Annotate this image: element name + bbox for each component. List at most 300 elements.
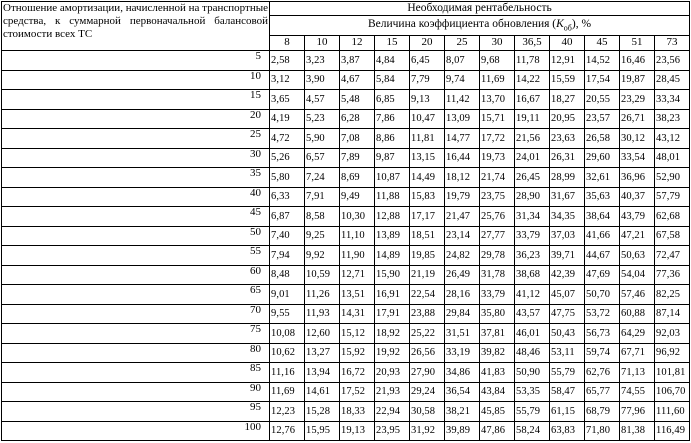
table-cell: 12,23 xyxy=(270,402,305,422)
table-cell: 13,89 xyxy=(375,226,410,246)
table-cell: 13,27 xyxy=(305,343,340,363)
table-cell: 39,89 xyxy=(445,421,480,441)
table-cell: 5,23 xyxy=(305,109,340,129)
table-cell: 7,08 xyxy=(340,129,375,149)
column-header: 73 xyxy=(655,36,690,51)
table-cell: 6,87 xyxy=(270,207,305,227)
table-cell: 9,25 xyxy=(305,226,340,246)
table-cell: 23,75 xyxy=(480,187,515,207)
table-cell: 74,55 xyxy=(620,382,655,402)
row-header: 55 xyxy=(2,246,270,266)
table-row xyxy=(2,90,690,110)
table-cell: 20,55 xyxy=(585,90,620,110)
table-cell: 43,79 xyxy=(620,207,655,227)
table-cell: 11,69 xyxy=(480,70,515,90)
table-cell: 13,15 xyxy=(410,148,445,168)
table-cell: 30,12 xyxy=(620,129,655,149)
table-cell: 57,46 xyxy=(620,285,655,305)
table-row xyxy=(2,187,690,207)
row-header: 10 xyxy=(2,70,270,90)
table-cell: 28,90 xyxy=(515,187,550,207)
table-cell: 65,77 xyxy=(585,382,620,402)
table-cell: 50,70 xyxy=(585,285,620,305)
table-cell: 67,58 xyxy=(655,226,690,246)
row-header: 15 xyxy=(2,90,270,110)
table-cell: 50,63 xyxy=(620,246,655,266)
row-header: 75 xyxy=(2,324,270,344)
table-cell: 13,09 xyxy=(445,109,480,129)
column-header: 10 xyxy=(305,36,340,51)
table-cell: 13,70 xyxy=(480,90,515,110)
column-header: 30 xyxy=(480,36,515,51)
table-cell: 8,07 xyxy=(445,51,480,71)
table-cell: 10,87 xyxy=(375,168,410,188)
table-cell: 19,11 xyxy=(515,109,550,129)
table-cell: 31,51 xyxy=(445,324,480,344)
table-cell: 18,51 xyxy=(410,226,445,246)
table-cell: 21,74 xyxy=(480,168,515,188)
table-cell: 82,25 xyxy=(655,285,690,305)
table-cell: 59,74 xyxy=(585,343,620,363)
table-cell: 8,48 xyxy=(270,265,305,285)
table-cell: 14,22 xyxy=(515,70,550,90)
table-cell: 8,86 xyxy=(375,129,410,149)
table-cell: 77,36 xyxy=(655,265,690,285)
table-cell: 56,73 xyxy=(585,324,620,344)
table-row xyxy=(2,324,690,344)
table-cell: 106,70 xyxy=(655,382,690,402)
table-cell: 22,54 xyxy=(410,285,445,305)
table-cell: 17,17 xyxy=(410,207,445,227)
table-cell: 5,84 xyxy=(375,70,410,90)
table-cell: 60,88 xyxy=(620,304,655,324)
table-cell: 41,83 xyxy=(480,363,515,383)
table-cell: 26,45 xyxy=(515,168,550,188)
table-cell: 11,42 xyxy=(445,90,480,110)
table-cell: 21,93 xyxy=(375,382,410,402)
table-cell: 22,94 xyxy=(375,402,410,422)
table-cell: 12,60 xyxy=(305,324,340,344)
table-row xyxy=(2,402,690,422)
table-cell: 14,77 xyxy=(445,129,480,149)
table-cell: 11,90 xyxy=(340,246,375,266)
table-cell: 39,82 xyxy=(480,343,515,363)
table-cell: 47,69 xyxy=(585,265,620,285)
table-cell: 3,87 xyxy=(340,51,375,71)
table-cell: 13,51 xyxy=(340,285,375,305)
table-cell: 11,93 xyxy=(305,304,340,324)
table-cell: 10,30 xyxy=(340,207,375,227)
table-cell: 6,85 xyxy=(375,90,410,110)
row-header: 65 xyxy=(2,285,270,305)
table-cell: 9,68 xyxy=(480,51,515,71)
row-header: 100 xyxy=(2,421,270,441)
table-cell: 19,73 xyxy=(480,148,515,168)
row-header: 60 xyxy=(2,265,270,285)
table-row xyxy=(2,265,690,285)
column-header: 45 xyxy=(585,36,620,51)
subtitle-k-symbol: K xyxy=(556,18,564,31)
table-cell: 64,29 xyxy=(620,324,655,344)
table-cell: 7,79 xyxy=(410,70,445,90)
table-cell: 7,86 xyxy=(375,109,410,129)
table-cell: 5,90 xyxy=(305,129,340,149)
table-row xyxy=(2,246,690,266)
table-cell: 57,79 xyxy=(655,187,690,207)
table-cell: 29,78 xyxy=(480,246,515,266)
row-header: 40 xyxy=(2,187,270,207)
table-cell: 26,58 xyxy=(585,129,620,149)
table-cell: 28,99 xyxy=(550,168,585,188)
table-cell: 11,10 xyxy=(340,226,375,246)
table-cell: 20,93 xyxy=(375,363,410,383)
table-cell: 33,79 xyxy=(480,285,515,305)
table-cell: 29,24 xyxy=(410,382,445,402)
table-title: Необходимая рентабельность xyxy=(270,2,690,16)
table-row xyxy=(2,382,690,402)
table-row xyxy=(2,109,690,129)
table-row xyxy=(2,207,690,227)
table-row xyxy=(2,168,690,188)
table-cell: 41,66 xyxy=(585,226,620,246)
table-cell: 53,11 xyxy=(550,343,585,363)
table-cell: 3,23 xyxy=(305,51,340,71)
row-header: 50 xyxy=(2,226,270,246)
table-cell: 12,71 xyxy=(340,265,375,285)
table-cell: 45,85 xyxy=(480,402,515,422)
table-cell: 16,72 xyxy=(340,363,375,383)
table-cell: 43,84 xyxy=(480,382,515,402)
table-cell: 4,67 xyxy=(340,70,375,90)
table-cell: 3,12 xyxy=(270,70,305,90)
table-cell: 21,19 xyxy=(410,265,445,285)
table-cell: 40,37 xyxy=(620,187,655,207)
table-cell: 54,04 xyxy=(620,265,655,285)
table-cell: 28,45 xyxy=(655,70,690,90)
table-cell: 44,67 xyxy=(585,246,620,266)
table-cell: 53,72 xyxy=(585,304,620,324)
table-cell: 7,24 xyxy=(305,168,340,188)
row-header: 45 xyxy=(2,207,270,227)
table-row xyxy=(2,226,690,246)
table-cell: 72,47 xyxy=(655,246,690,266)
table-row xyxy=(2,421,690,441)
column-header: 15 xyxy=(375,36,410,51)
table-cell: 38,21 xyxy=(445,402,480,422)
table-cell: 50,90 xyxy=(515,363,550,383)
table-cell: 31,34 xyxy=(515,207,550,227)
table-cell: 15,12 xyxy=(340,324,375,344)
table-cell: 38,68 xyxy=(515,265,550,285)
table-cell: 9,49 xyxy=(340,187,375,207)
table-cell: 101,81 xyxy=(655,363,690,383)
table-cell: 26,56 xyxy=(410,343,445,363)
table-cell: 61,15 xyxy=(550,402,585,422)
table-cell: 11,26 xyxy=(305,285,340,305)
table-cell: 45,07 xyxy=(550,285,585,305)
table-cell: 18,27 xyxy=(550,90,585,110)
row-header: 95 xyxy=(2,402,270,422)
table-cell: 12,76 xyxy=(270,421,305,441)
table-cell: 11,16 xyxy=(270,363,305,383)
row-header: 35 xyxy=(2,168,270,188)
table-subtitle xyxy=(270,16,690,36)
table-body xyxy=(2,51,690,441)
table-cell: 58,24 xyxy=(515,421,550,441)
table-cell: 23,56 xyxy=(655,51,690,71)
table-cell: 111,60 xyxy=(655,402,690,422)
table-cell: 25,22 xyxy=(410,324,445,344)
table-cell: 9,01 xyxy=(270,285,305,305)
table-cell: 34,86 xyxy=(445,363,480,383)
table-cell: 11,81 xyxy=(410,129,445,149)
table-cell: 3,90 xyxy=(305,70,340,90)
table-cell: 10,59 xyxy=(305,265,340,285)
table-cell: 6,45 xyxy=(410,51,445,71)
table-cell: 6,28 xyxy=(340,109,375,129)
row-header: 5 xyxy=(2,51,270,71)
table-cell: 16,46 xyxy=(620,51,655,71)
column-header: 20 xyxy=(410,36,445,51)
table-cell: 19,87 xyxy=(620,70,655,90)
table-cell: 15,90 xyxy=(375,265,410,285)
table-cell: 7,89 xyxy=(340,148,375,168)
table-cell: 4,19 xyxy=(270,109,305,129)
table-cell: 28,16 xyxy=(445,285,480,305)
table-cell: 9,55 xyxy=(270,304,305,324)
table-cell: 4,72 xyxy=(270,129,305,149)
table-cell: 58,47 xyxy=(550,382,585,402)
table-row xyxy=(2,70,690,90)
column-header: 8 xyxy=(270,36,305,51)
table-cell: 10,47 xyxy=(410,109,445,129)
table-cell: 96,92 xyxy=(655,343,690,363)
table-cell: 36,96 xyxy=(620,168,655,188)
table-cell: 62,68 xyxy=(655,207,690,227)
table-cell: 19,92 xyxy=(375,343,410,363)
table-cell: 15,71 xyxy=(480,109,515,129)
table-cell: 23,14 xyxy=(445,226,480,246)
table-cell: 34,35 xyxy=(550,207,585,227)
table-cell: 10,62 xyxy=(270,343,305,363)
table-cell: 29,84 xyxy=(445,304,480,324)
table-cell: 18,33 xyxy=(340,402,375,422)
table-cell: 33,79 xyxy=(515,226,550,246)
table-cell: 24,82 xyxy=(445,246,480,266)
table-cell: 5,48 xyxy=(340,90,375,110)
table-cell: 5,26 xyxy=(270,148,305,168)
table-cell: 18,12 xyxy=(445,168,480,188)
table-cell: 15,28 xyxy=(305,402,340,422)
table-cell: 15,59 xyxy=(550,70,585,90)
table-cell: 31,92 xyxy=(410,421,445,441)
table-cell: 87,14 xyxy=(655,304,690,324)
table-cell: 11,78 xyxy=(515,51,550,71)
table-cell: 17,72 xyxy=(480,129,515,149)
table-cell: 11,88 xyxy=(375,187,410,207)
table-cell: 48,46 xyxy=(515,343,550,363)
table-cell: 47,86 xyxy=(480,421,515,441)
column-header: 51 xyxy=(620,36,655,51)
table-cell: 14,31 xyxy=(340,304,375,324)
table-cell: 19,85 xyxy=(410,246,445,266)
table-cell: 17,91 xyxy=(375,304,410,324)
table-cell: 47,21 xyxy=(620,226,655,246)
column-header: 40 xyxy=(550,36,585,51)
table-cell: 14,52 xyxy=(585,51,620,71)
table-cell: 92,03 xyxy=(655,324,690,344)
table-cell: 68,79 xyxy=(585,402,620,422)
row-header: 25 xyxy=(2,129,270,149)
table-cell: 38,64 xyxy=(585,207,620,227)
table-cell: 15,95 xyxy=(305,421,340,441)
table-cell: 36,23 xyxy=(515,246,550,266)
table-row xyxy=(2,363,690,383)
table-cell: 46,01 xyxy=(515,324,550,344)
table-cell: 21,47 xyxy=(445,207,480,227)
table-cell: 27,90 xyxy=(410,363,445,383)
table-cell: 18,92 xyxy=(375,324,410,344)
row-header: 20 xyxy=(2,109,270,129)
table-cell: 15,92 xyxy=(340,343,375,363)
table-cell: 24,01 xyxy=(515,148,550,168)
table-row xyxy=(2,285,690,305)
table-cell: 25,76 xyxy=(480,207,515,227)
table-cell: 31,78 xyxy=(480,265,515,285)
table-cell: 7,40 xyxy=(270,226,305,246)
table-cell: 4,57 xyxy=(305,90,340,110)
row-header: 80 xyxy=(2,343,270,363)
table-cell: 8,69 xyxy=(340,168,375,188)
table-cell: 9,74 xyxy=(445,70,480,90)
table-cell: 55,79 xyxy=(515,402,550,422)
table-cell: 16,44 xyxy=(445,148,480,168)
table-cell: 10,08 xyxy=(270,324,305,344)
table-cell: 12,91 xyxy=(550,51,585,71)
table-cell: 6,33 xyxy=(270,187,305,207)
table-cell: 17,52 xyxy=(340,382,375,402)
row-header: 90 xyxy=(2,382,270,402)
profitability-table xyxy=(1,1,690,441)
table-cell: 23,95 xyxy=(375,421,410,441)
table-cell: 17,54 xyxy=(585,70,620,90)
table-cell: 67,71 xyxy=(620,343,655,363)
table-cell: 20,95 xyxy=(550,109,585,129)
table-cell: 26,71 xyxy=(620,109,655,129)
row-header: 30 xyxy=(2,148,270,168)
table-cell: 14,89 xyxy=(375,246,410,266)
table-cell: 71,80 xyxy=(585,421,620,441)
table-cell: 16,91 xyxy=(375,285,410,305)
table-cell: 47,75 xyxy=(550,304,585,324)
table-cell: 23,88 xyxy=(410,304,445,324)
table-cell: 53,35 xyxy=(515,382,550,402)
row-header: 85 xyxy=(2,363,270,383)
table-cell: 42,39 xyxy=(550,265,585,285)
subtitle-suffix: ), % xyxy=(571,18,592,31)
table-cell: 3,65 xyxy=(270,90,305,110)
table-cell: 23,63 xyxy=(550,129,585,149)
table-cell: 26,31 xyxy=(550,148,585,168)
table-cell: 41,12 xyxy=(515,285,550,305)
table-cell: 4,84 xyxy=(375,51,410,71)
table-cell: 7,91 xyxy=(305,187,340,207)
row-header: 70 xyxy=(2,304,270,324)
table-cell: 7,94 xyxy=(270,246,305,266)
table-cell: 14,61 xyxy=(305,382,340,402)
table-cell: 2,58 xyxy=(270,51,305,71)
table-cell: 35,80 xyxy=(480,304,515,324)
table-row xyxy=(2,148,690,168)
table-row xyxy=(2,343,690,363)
table-cell: 55,79 xyxy=(550,363,585,383)
column-header: 36,5 xyxy=(515,36,550,51)
table-cell: 9,13 xyxy=(410,90,445,110)
table-row xyxy=(2,51,690,71)
subtitle-subscript: об xyxy=(563,23,572,33)
subtitle-prefix: Величина коэффициента обновления ( xyxy=(367,18,557,31)
table-cell: 71,13 xyxy=(620,363,655,383)
table-cell: 116,49 xyxy=(655,421,690,441)
table-cell: 15,83 xyxy=(410,187,445,207)
table-cell: 5,80 xyxy=(270,168,305,188)
column-header: 12 xyxy=(340,36,375,51)
table-cell: 33,19 xyxy=(445,343,480,363)
table-cell: 39,71 xyxy=(550,246,585,266)
table-cell: 23,29 xyxy=(620,90,655,110)
table-cell: 77,96 xyxy=(620,402,655,422)
table-cell: 14,49 xyxy=(410,168,445,188)
table-cell: 50,43 xyxy=(550,324,585,344)
table-cell: 8,58 xyxy=(305,207,340,227)
table-cell: 6,57 xyxy=(305,148,340,168)
table-cell: 62,76 xyxy=(585,363,620,383)
table-cell: 23,57 xyxy=(585,109,620,129)
table-row xyxy=(2,129,690,149)
table-cell: 32,61 xyxy=(585,168,620,188)
table-row xyxy=(2,304,690,324)
table-cell: 48,01 xyxy=(655,148,690,168)
table-cell: 37,81 xyxy=(480,324,515,344)
table-cell: 30,58 xyxy=(410,402,445,422)
table-cell: 12,88 xyxy=(375,207,410,227)
table-cell: 81,38 xyxy=(620,421,655,441)
table-cell: 38,23 xyxy=(655,109,690,129)
table-cell: 27,77 xyxy=(480,226,515,246)
table-cell: 52,90 xyxy=(655,168,690,188)
table-cell: 37,03 xyxy=(550,226,585,246)
table-cell: 16,67 xyxy=(515,90,550,110)
table-cell: 43,57 xyxy=(515,304,550,324)
table-cell: 29,60 xyxy=(585,148,620,168)
table-cell: 33,34 xyxy=(655,90,690,110)
table-cell: 43,12 xyxy=(655,129,690,149)
table-cell: 35,63 xyxy=(585,187,620,207)
table-cell: 19,79 xyxy=(445,187,480,207)
column-header: 25 xyxy=(445,36,480,51)
table-cell: 36,54 xyxy=(445,382,480,402)
table-cell: 31,67 xyxy=(550,187,585,207)
table-cell: 33,54 xyxy=(620,148,655,168)
table-cell: 63,83 xyxy=(550,421,585,441)
table-cell: 9,92 xyxy=(305,246,340,266)
corner-header: Отношение амортизации, начисленной на транспортные средства, к суммарной первоначальной балансовой стоимости всех ТС xyxy=(2,2,270,51)
table-cell: 9,87 xyxy=(375,148,410,168)
table-cell: 26,49 xyxy=(445,265,480,285)
table-cell: 11,69 xyxy=(270,382,305,402)
table-cell: 21,56 xyxy=(515,129,550,149)
table-cell: 19,13 xyxy=(340,421,375,441)
